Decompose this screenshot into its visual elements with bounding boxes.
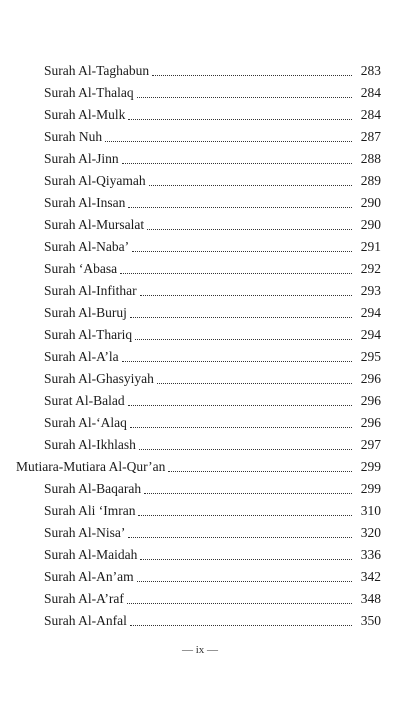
- toc-entry-title: Surah Ali ‘Imran: [44, 503, 136, 518]
- dot-leader: [152, 75, 352, 76]
- toc-entry-page: 296: [360, 371, 381, 386]
- dot-leader: [128, 537, 352, 538]
- dot-leader: [147, 229, 352, 230]
- toc-entry: [0, 101, 400, 123]
- toc-entry-title: Surah Al-Infithar: [44, 283, 137, 298]
- toc-entry: [0, 299, 400, 321]
- toc-entry-page: 283: [360, 63, 381, 78]
- toc-entry: [0, 607, 400, 629]
- toc-entry-title: Surah Al-Ikhlash: [44, 437, 136, 452]
- dot-leader: [140, 559, 352, 560]
- toc-entry-title: Surah Al-Anfal: [44, 613, 127, 628]
- toc-entry-page: 310: [360, 503, 381, 518]
- toc-entry-page: 350: [360, 613, 381, 628]
- toc-entry-title: Surah Al-An’am: [44, 569, 134, 584]
- toc-entry: [0, 255, 400, 277]
- toc-entry-title: Surah Al-Thariq: [44, 327, 133, 342]
- dot-leader: [137, 581, 352, 582]
- toc-entry: [0, 79, 400, 101]
- dot-leader: [157, 383, 352, 384]
- dot-leader: [149, 185, 352, 186]
- toc-entry-title: Surah Al-‘Alaq: [44, 415, 127, 430]
- dot-leader: [144, 493, 352, 494]
- toc-entry-title: Mutiara-Mutiara Al-Qur’an: [16, 459, 166, 474]
- toc-section-entry: [0, 453, 400, 475]
- toc-entry-title: Surah Al-Buruj: [44, 305, 127, 320]
- dot-leader: [128, 405, 352, 406]
- toc-entry: [0, 211, 400, 233]
- toc-entry: [0, 233, 400, 255]
- toc-entry: [0, 145, 400, 167]
- toc-entry-page: 294: [360, 327, 381, 342]
- dot-leader: [122, 361, 352, 362]
- dot-leader: [130, 427, 352, 428]
- dot-leader: [128, 207, 352, 208]
- toc-entry: [0, 387, 400, 409]
- toc-entry-page: 294: [360, 305, 381, 320]
- toc-entry-page: 287: [360, 129, 381, 144]
- dot-leader: [139, 449, 352, 450]
- toc-entry-page: 296: [360, 415, 381, 430]
- page-number: — ix —: [181, 644, 219, 656]
- toc-entry-page: 320: [360, 525, 381, 540]
- toc-entry-page: 284: [360, 85, 381, 100]
- table-of-contents: [0, 57, 400, 629]
- dot-leader: [128, 119, 352, 120]
- toc-entry-title: Surah Al-Insan: [44, 195, 126, 210]
- toc-entry-title: Surah Al-Jinn: [44, 151, 119, 166]
- toc-entry-page: 284: [360, 107, 381, 122]
- toc-entry-page: 342: [360, 569, 381, 584]
- toc-entry-title: Surah Al-Mursalat: [44, 217, 145, 232]
- toc-entry-page: 299: [360, 481, 381, 496]
- toc-entry-page: 297: [360, 437, 381, 452]
- toc-entry: [0, 167, 400, 189]
- toc-entry-page: 288: [360, 151, 381, 166]
- toc-entry-page: 290: [360, 195, 381, 210]
- dot-leader: [122, 163, 352, 164]
- toc-entry-title: Surah ‘Abasa: [44, 261, 118, 276]
- toc-entry-title: Surah Al-Qiyamah: [44, 173, 146, 188]
- toc-entry-title: Surah Al-Nisa’: [44, 525, 126, 540]
- toc-entry-page: 348: [360, 591, 381, 606]
- toc-entry: [0, 431, 400, 453]
- dot-leader: [135, 339, 352, 340]
- toc-entry: [0, 365, 400, 387]
- dot-leader: [137, 97, 352, 98]
- toc-entry: [0, 409, 400, 431]
- toc-entry-title: Surah Al-A’la: [44, 349, 119, 364]
- dot-leader: [138, 515, 352, 516]
- dot-leader: [168, 471, 352, 472]
- dot-leader: [130, 317, 352, 318]
- toc-entry-page: 336: [360, 547, 381, 562]
- toc-entry-title: Surah Al-Maidah: [44, 547, 138, 562]
- toc-entry: [0, 475, 400, 497]
- dot-leader: [127, 603, 352, 604]
- toc-entry-page: 296: [360, 393, 381, 408]
- toc-entry-title: Surah Al-Taghabun: [44, 63, 150, 78]
- dot-leader: [140, 295, 352, 296]
- toc-entry: [0, 189, 400, 211]
- toc-entry-title: Surah Al-Mulk: [44, 107, 126, 122]
- toc-entry: [0, 321, 400, 343]
- dot-leader: [105, 141, 352, 142]
- toc-entry: [0, 57, 400, 79]
- toc-entry: [0, 123, 400, 145]
- toc-entry-title: Surah Al-Thalaq: [44, 85, 134, 100]
- toc-entry-title: Surah Al-Baqarah: [44, 481, 142, 496]
- toc-entry-page: 289: [360, 173, 381, 188]
- toc-entry: [0, 541, 400, 563]
- toc-entry-title: Surah Al-Naba’: [44, 239, 130, 254]
- toc-entry: [0, 585, 400, 607]
- toc-entry-page: 299: [360, 459, 381, 474]
- dot-leader: [120, 273, 352, 274]
- toc-entry-page: 290: [360, 217, 381, 232]
- dot-leader: [130, 625, 352, 626]
- toc-entry-page: 295: [360, 349, 381, 364]
- toc-entry: [0, 343, 400, 365]
- toc-entry-title: Surat Al-Balad: [44, 393, 125, 408]
- toc-entry-page: 293: [360, 283, 381, 298]
- toc-entry-title: Surah Nuh: [44, 129, 103, 144]
- dot-leader: [132, 251, 352, 252]
- toc-entry: [0, 563, 400, 585]
- toc-entry: [0, 497, 400, 519]
- toc-entry-page: 292: [360, 261, 381, 276]
- toc-entry-page: 291: [360, 239, 381, 254]
- toc-entry: [0, 277, 400, 299]
- toc-entry-title: Surah Al-Ghasyiyah: [44, 371, 154, 386]
- toc-entry-title: Surah Al-A’raf: [44, 591, 124, 606]
- toc-entry: [0, 519, 400, 541]
